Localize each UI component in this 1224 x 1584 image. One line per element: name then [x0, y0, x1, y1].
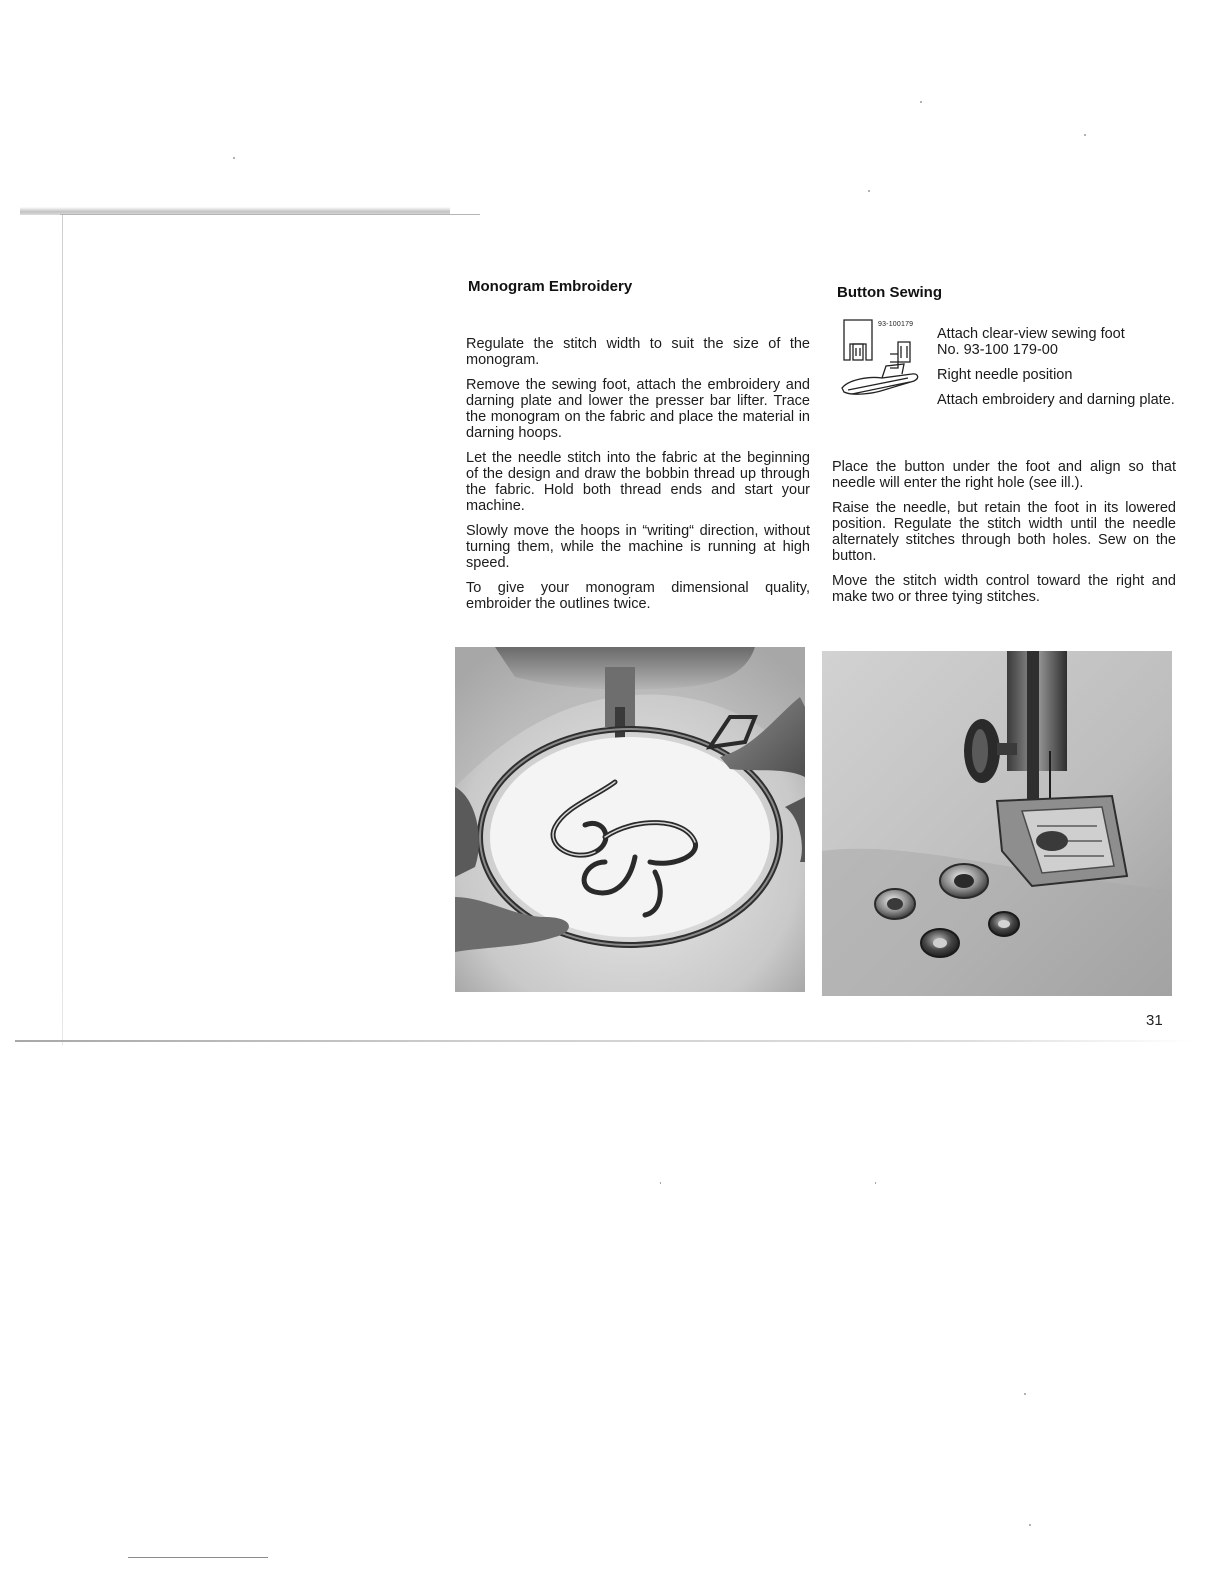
scan-edge-top-line [60, 214, 480, 215]
scan-speck [920, 101, 922, 103]
attach-plate-text: Attach embroidery and darning plate. [937, 392, 1175, 408]
button-sewing-photo [822, 651, 1172, 996]
monogram-paragraph: Remove the sewing foot, attach the embroidery and darning plate and lower the presser bar lifter. Trace the monogram on the fabric and place the material in darning hoops. [466, 377, 810, 441]
attach-foot-text: Attach clear-view sewing foot [937, 326, 1125, 342]
monogram-text [466, 336, 810, 621]
scan-speck [1029, 1524, 1031, 1526]
monogram-heading: Monogram Embroidery [468, 278, 633, 295]
monogram-embroidery-photo [455, 647, 805, 992]
button-sewing-paragraph: Move the stitch width control toward the right and make two or three tying stitches. [832, 573, 1176, 605]
button-sewing-paragraph: Raise the needle, but retain the foot in its lowered position. Regulate the stitch width until the needle alternately stitches through both holes. Sew on the button. [832, 500, 1176, 564]
foot-part-code: 93-100179 [878, 321, 914, 328]
monogram-paragraph: Slowly move the hoops in “writing“ direction, without turning them, while the machine is running at high speed. [466, 523, 810, 571]
scan-speck [1024, 1393, 1026, 1395]
monogram-paragraph: To give your monogram dimensional quality, embroider the outlines twice. [466, 580, 810, 612]
scan-speck [233, 157, 235, 159]
button-sewing-text [832, 459, 1176, 614]
scan-speck [660, 1182, 661, 1184]
monogram-paragraph: Regulate the stitch width to suit the size of the monogram. [466, 336, 810, 368]
button-sewing-heading: Button Sewing [837, 284, 942, 301]
button-sewing-paragraph: Place the button under the foot and align so that needle will enter the right hole (see ill.). [832, 459, 1176, 491]
sewing-foot-icon [838, 318, 928, 408]
needle-position-text: Right needle position [937, 367, 1073, 383]
foot-instructions [937, 326, 1177, 408]
monogram-paragraph: Let the needle stitch into the fabric at the beginning of the design and draw the bobbin thread up through the fabric. Hold both thread ends and start your machine. [466, 450, 810, 514]
scan-speck [1084, 134, 1086, 136]
scan-speck [875, 1182, 876, 1184]
footer-link-line [128, 1557, 268, 1558]
foot-number-text: No. 93-100 179-00 [937, 342, 1058, 358]
scan-speck [868, 190, 870, 192]
page-number: 31 [1146, 1012, 1163, 1029]
scan-edge-left [62, 215, 63, 1045]
scan-edge-bottom [15, 1040, 1195, 1042]
